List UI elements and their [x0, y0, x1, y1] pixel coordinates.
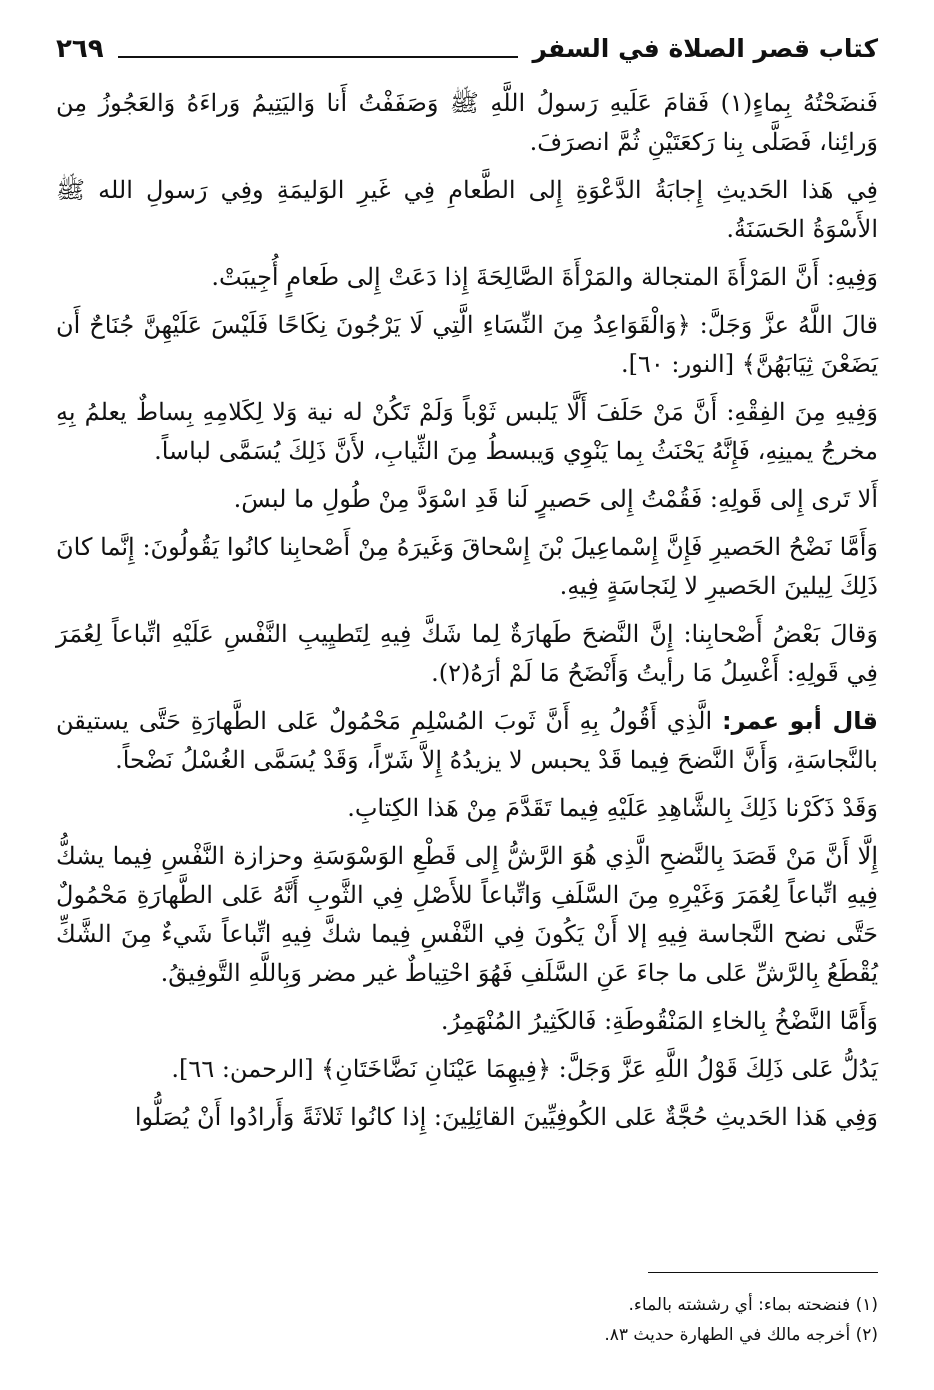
paragraph-text: الَّذِي أَقُولُ بِهِ أَنَّ ثَوبَ المُسْلِمِ مَحْمُولٌ عَلى الطَّهارَةِ حَتَّى يستيقن بالنَّجاسَةِ، وَأَنَّ النَّضحَ فِيما قَدْ يحبس لا يزيدُهُ إِلاَّ شَرّاً، وَقَدْ يُسَمَّى الغُسْلُ نَضْحاً.: [56, 707, 878, 774]
paragraph: أَلا تَرى إِلى قَولِهِ: فَقُمْتُ إِلى حَصيرٍ لَنا قَدِ اسْوَدَّ مِنْ طُولِ ما لبسَ.: [233, 485, 878, 513]
body-text: [56, 84, 878, 1137]
paragraph: وَأَمَّا نَضْحُ الحَصيرِ فَإِنَّ إِسْماعِيلَ بْنَ إِسْحاقَ وَغَيرَهُ مِنْ أَصْحابِنا كانُوا يَقُولُونَ: إِنَّما كانَ ذَلِكَ لِيلينَ الحَصيرِ لا لِنَجاسَةٍ فِيهِ.: [56, 533, 878, 600]
paragraph: وَفِيهِ مِنَ الفِقْهِ: أَنَّ مَنْ حَلَفَ أَلَّا يَلبس ثَوْباً وَلَمْ تَكُنْ له نية وَلا لِكَلامِهِ بِساطٌ يعلمُ بِهِ مخرجُ يمينِهِ، فَإِنَّهُ يَحْنَثُ بِما يَنْوِي وَيبسطُ مِنَ الثِّيابِ، لأَنَّ ذَلِكَ يُسَمَّى لباساً.: [56, 398, 879, 465]
paragraph: وَفِي هَذا الحَديثِ حُجَّةٌ عَلى الكُوفِيِّينَ القائِلِينَ: إِذا كانُوا ثَلاثَةً وَأَرادُوا أَنْ يُصَلُّوا: [134, 1103, 878, 1131]
footnote: (٢) أخرجه مالك في الطهارة حديث ٨٣.: [604, 1325, 878, 1345]
paragraph: قالَ اللَّهُ عزَّ وَجَلَّ: ﴿وَالْقَوَاعِدُ مِنَ النِّسَاءِ الَّتِي لَا يَرْجُونَ نِكَاحًا فَلَيْسَ عَلَيْهِنَّ جُنَاحٌ أَن يَضَعْنَ ثِيَابَهُنَّ﴾ [النور: ٦٠].: [56, 311, 879, 378]
paragraph: يَدُلُّ عَلى ذَلِكَ قَوْلُ اللَّهِ عَزَّ وَجَلَّ: ﴿فِيهِمَا عَيْنَانِ نَضَّاخَتَانِ﴾ [الرحمن: ٦٦].: [171, 1055, 878, 1083]
paragraph: وَفِيهِ: أَنَّ المَرْأَةَ المتجالة والمَرْأَةَ الصَّالِحَةَ إِذا دَعَتْ إِلى طَعامٍ أُجِيبَتْ.: [211, 263, 878, 291]
paragraph: فَنضَحْتُهُ بِماءٍ(١) فَقامَ عَلَيهِ رَسولُ اللَّهِ ﷺ وَصَفَفْتُ أَنا وَاليَتِيمُ وَراءَهُ وَالعَجُوزُ مِن وَرائِنا، فَصَلَّى بِنا رَكعَتَيْنِ ثُمَّ انصرَفَ.: [56, 89, 879, 156]
paragraph-with-speaker: [56, 702, 878, 780]
speaker-label: قال أبو عمر:: [722, 707, 879, 735]
paragraph: إِلَّا أَنَّ مَنْ قَصَدَ بِالنَّضحِ الَّذِي هُوَ الرَّشُّ إِلى قَطْعِ الوَسْوَسَةِ وحزازة النَّفْسِ فِيما يشكُّ فِيهِ اتِّباعاً لِعُمَرَ وَغَيْرِهِ مِنَ السَّلَفِ وَاتِّباعاً للأَصْلِ فِي الثَّوبِ أَنَّهُ عَلى الطَّهارَةِ مَحْمُولٌ حَتَّى نضح النَّجاسة فِيهِ إلا أَنْ يَكُونَ فِي النَّفْسِ فِيما شكَّ فِيهِ اتِّباعاً شَيءٌ مِنَ الشَّكِّ يُقْطَعُ بِالرَّشِّ عَلى ما جاءَ عَنِ السَّلَفِ فَهُوَ احْتِياطٌ غير مضر وَبِاللَّهِ التَّوفِيقُ.: [56, 842, 878, 987]
paragraph: وَأَمَّا النَّضْخُ بِالخاءِ المَنْقُوطَةِ: فَالكَثِيرُ المُنْهَمِرُ.: [440, 1007, 878, 1035]
header-rule: [118, 56, 519, 58]
paragraph: وَقالَ بَعْضُ أَصْحابِنا: إِنَّ النَّضحَ طَهارَةٌ لِما شَكَّ فِيهِ لِتَطيِيبِ النَّفْسِ عَلَيْهِ اتِّباعاً لِعُمَرَ فِي قَولِهِ: أَغْسِلُ مَا رأيتُ وَأَنْضَحُ مَا لَمْ أرَهُ(٢).: [56, 620, 878, 687]
footnote-divider: [648, 1272, 878, 1273]
running-header-title: كتاب قصر الصلاة في السفر: [532, 34, 878, 63]
footnotes: [56, 1290, 878, 1350]
paragraph: وَقَدْ ذَكَرْنا ذَلِكَ بِالشَّاهِدِ عَلَيْهِ فِيما تَقَدَّمَ مِنْ هَذا الكِتابِ.: [347, 794, 878, 822]
running-header: [56, 22, 878, 66]
paragraph: فِي هَذا الحَديثِ إِجابَةُ الدَّعْوَةِ إِلى الطَّعامِ فِي غَيرِ الوَليمَةِ وفِي رَسولِ الله ﷺ الأَسْوَةُ الحَسَنَةُ.: [56, 176, 878, 243]
book-page: [56, 22, 878, 1368]
footnote: (١) فنضحته بماء: أي رششته بالماء.: [628, 1295, 878, 1315]
page-number: ٢٦٩: [56, 34, 104, 64]
